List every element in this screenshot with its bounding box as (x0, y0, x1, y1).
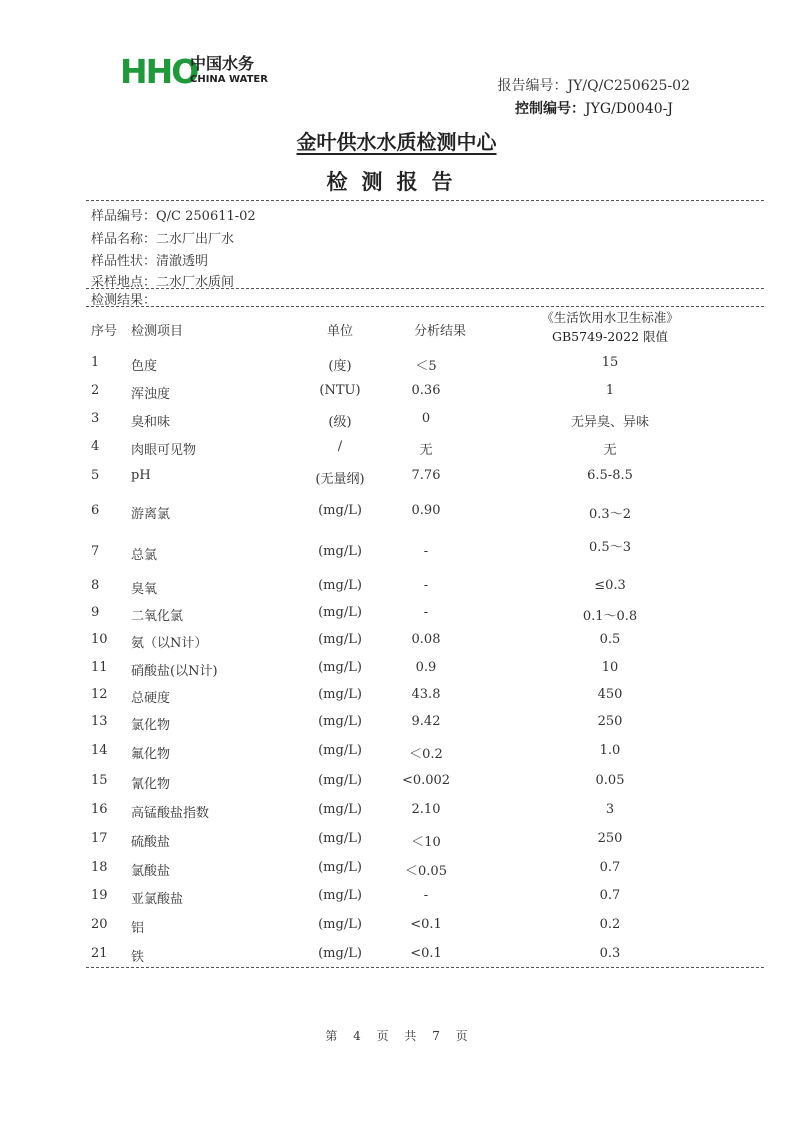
row-item: 肉眼可见物 (131, 443, 197, 458)
row-unit: (度) (328, 359, 352, 374)
row-result: - (423, 578, 429, 593)
row-number: 11 (91, 660, 108, 675)
row-item: 总氯 (131, 548, 158, 563)
row-result: 0.90 (411, 503, 441, 518)
table-bottom-divider (86, 967, 764, 968)
row-number: 5 (91, 468, 100, 483)
row-unit: (mg/L) (318, 917, 362, 932)
col-header-no: 序号 (91, 324, 118, 339)
row-result: ＜5 (415, 359, 437, 374)
row-item: 硝酸盐(以N计) (131, 664, 218, 679)
row-item: 臭氧 (131, 582, 158, 597)
row-number: 19 (91, 888, 108, 903)
organization-title: 金叶供水水质检测中心 (296, 130, 497, 154)
row-unit: (mg/L) (318, 773, 362, 788)
row-unit: (mg/L) (318, 544, 362, 559)
row-number: 20 (91, 917, 108, 932)
row-unit: (mg/L) (318, 687, 362, 702)
col-header-item: 检测项目 (131, 324, 184, 339)
row-standard: 1.0 (599, 743, 621, 758)
china-water-logo (120, 52, 270, 92)
row-number: 7 (91, 544, 100, 559)
sample-appearance: 样品性状：清澈透明 (91, 254, 209, 269)
document-title: 检测报告 (326, 170, 467, 194)
row-item: 浑浊度 (131, 387, 171, 402)
row-result: <0.1 (410, 917, 442, 932)
row-item: 氯酸盐 (131, 864, 171, 879)
row-unit: (mg/L) (318, 660, 362, 675)
row-unit: (mg/L) (318, 946, 362, 961)
row-result: 2.10 (411, 802, 441, 817)
row-standard: 0.05 (595, 773, 625, 788)
divider (86, 306, 764, 307)
row-standard: 无 (603, 443, 617, 458)
row-result: - (423, 888, 429, 903)
standard-code: GB5749-2022 限值 (552, 329, 668, 344)
row-unit: (mg/L) (318, 743, 362, 758)
row-number: 13 (91, 714, 108, 729)
row-result: 9.42 (411, 714, 441, 729)
page-footer: 第 4 页 共 7 页 (325, 1029, 468, 1043)
report-number: 报告编号：JY/Q/C250625-02 (497, 78, 690, 94)
control-number-value: JYG/D0040-J (585, 101, 673, 117)
logo-mark: HHO (120, 52, 198, 91)
row-standard: 10 (601, 660, 619, 675)
row-item: 高锰酸盐指数 (131, 806, 210, 821)
row-item: 游离氯 (131, 507, 171, 522)
row-standard: 0.7 (599, 860, 621, 875)
row-number: 18 (91, 860, 108, 875)
row-number: 17 (91, 831, 108, 846)
row-item: 氰化物 (131, 777, 171, 792)
divider (86, 288, 764, 289)
row-standard: 250 (597, 714, 623, 729)
row-result: ＜10 (411, 835, 441, 850)
row-standard: 0.2 (599, 917, 621, 932)
sample-name: 样品名称：二水厂出厂水 (91, 232, 235, 247)
row-item: 氯化物 (131, 718, 171, 733)
row-item: 氨（以N计） (131, 636, 208, 651)
row-result: 0.36 (411, 383, 441, 398)
row-result: 0 (421, 411, 431, 426)
row-result: - (423, 544, 429, 559)
row-standard: 15 (601, 355, 619, 370)
row-number: 4 (91, 439, 100, 454)
row-unit: (无量纲) (315, 472, 365, 487)
row-number: 8 (91, 578, 100, 593)
row-result: ＜0.2 (409, 747, 443, 762)
row-standard: 0.3～2 (589, 507, 631, 522)
control-number-label: 控制编号： (515, 101, 586, 117)
results-label: 检测结果： (91, 293, 157, 308)
row-number: 21 (91, 946, 108, 961)
control-number (515, 98, 673, 118)
row-result: 0.08 (411, 632, 441, 647)
row-item: 氟化物 (131, 747, 171, 762)
row-standard: 0.1～0.8 (582, 609, 638, 624)
row-item: 臭和味 (131, 415, 171, 430)
row-item: 铝 (131, 921, 145, 936)
col-header-unit: 单位 (326, 324, 353, 339)
row-result: <0.002 (401, 773, 451, 788)
row-result: <0.1 (410, 946, 442, 961)
row-result: 43.8 (411, 687, 441, 702)
row-result: 7.76 (411, 468, 441, 483)
row-standard: 1 (605, 383, 615, 398)
row-standard: 450 (597, 687, 623, 702)
row-standard: ≤0.3 (594, 578, 626, 593)
standard-title: 《生活饮用水卫生标准》 (541, 310, 679, 325)
row-unit: (mg/L) (318, 605, 362, 620)
row-number: 12 (91, 687, 108, 702)
row-standard: 0.5～3 (589, 540, 631, 555)
row-standard: 6.5-8.5 (587, 468, 633, 483)
row-unit: (mg/L) (318, 860, 362, 875)
row-unit: (mg/L) (318, 802, 362, 817)
col-header-result: 分析结果 (413, 324, 466, 339)
row-number: 14 (91, 743, 108, 758)
row-item: 二氧化氯 (131, 609, 184, 624)
row-standard: 0.5 (599, 632, 621, 647)
row-unit: (mg/L) (318, 632, 362, 647)
divider (86, 200, 764, 201)
sample-number: 样品编号：Q/C 250611-02 (91, 209, 256, 224)
row-number: 6 (91, 503, 100, 518)
row-number: 3 (91, 411, 100, 426)
row-unit: (mg/L) (318, 714, 362, 729)
logo-en-text: CHINA WATER (190, 74, 268, 85)
row-item: pH (131, 468, 151, 483)
row-unit: (mg/L) (318, 888, 362, 903)
row-result: - (423, 605, 429, 620)
row-unit: (mg/L) (318, 831, 362, 846)
row-number: 9 (91, 605, 100, 620)
row-result: 0.9 (415, 660, 437, 675)
row-standard: 250 (597, 831, 623, 846)
col-header-standard (520, 308, 700, 346)
row-result: ＜0.05 (405, 864, 447, 879)
row-standard: 无异臭、异味 (570, 415, 649, 430)
row-result: 无 (419, 443, 433, 458)
row-unit: (级) (328, 415, 352, 430)
row-unit: (mg/L) (318, 503, 362, 518)
row-unit: / (337, 439, 343, 454)
row-unit: (mg/L) (318, 578, 362, 593)
row-item: 铁 (131, 950, 145, 965)
row-standard: 0.7 (599, 888, 621, 903)
row-number: 10 (91, 632, 108, 647)
row-number: 2 (91, 383, 100, 398)
row-item: 亚氯酸盐 (131, 892, 184, 907)
row-standard: 0.3 (599, 946, 621, 961)
row-item: 硫酸盐 (131, 835, 171, 850)
row-item: 总硬度 (131, 691, 171, 706)
row-standard: 3 (605, 802, 615, 817)
sampling-location: 采样地点：二水厂水质间 (91, 275, 235, 290)
row-number: 16 (91, 802, 108, 817)
row-number: 15 (91, 773, 108, 788)
row-unit: (NTU) (319, 383, 361, 398)
row-number: 1 (91, 355, 100, 370)
logo-cn-text: 中国水务 (190, 54, 255, 73)
row-item: 色度 (131, 359, 158, 374)
